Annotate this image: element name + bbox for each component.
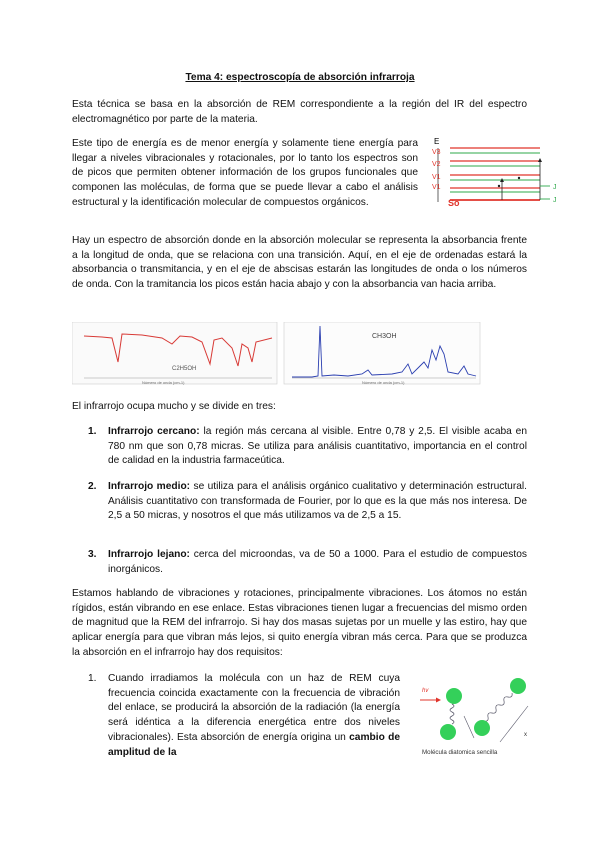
level-label-v3: V3 [432,149,441,156]
ir-spectra-figure [72,322,482,386]
atom-top-left [446,688,462,704]
range-1-text: la región más cercana al visible. Entre 0,78 y 2,5. El visible acaba en 780 nm que son 0,78 micras. Se utiliza para análisis cuantitativo, importancia en el control de calidad en la industria farmaceútica. [108,426,527,467]
diatomic-molecule-figure [416,676,534,762]
level-label-so: So [448,198,460,208]
range-3-name: Infrarrojo lejano: [108,549,190,560]
energy-paragraph: Este tipo de energía es de menor energía y solamente tiene energía para llegar a niveles vibracionales y rotacionales, por lo tanto los espectros son de picos que permiten obtener información de los grupos funcionales que componen las moléculas, de forma que se puede llevar a cabo el análisis estructural y la identificación molecular de compuestos orgánicos. [72,138,418,208]
intro-paragraph: Esta técnica se basa en la absorción de REM correspondiente a la región del IR del espectro electromagnético por parte de la materia. [72,99,527,125]
side-label-j2: J [553,197,557,204]
requirement-bold-tail: cambio de amplitud de la [108,731,400,758]
left-spectrum-label: C2H5OH [172,366,197,372]
molecule-caption: Molécula diatomica sencilla [422,749,498,756]
atom-bottom-left [440,724,456,740]
left-spectrum-frame [72,322,277,384]
requirement-text: Cuando irradiamos la molécula con un haz de REM cuya frecuencia coincida exactamente con la frecuencia de vibración del enlace, se producirá la absorción de la radiación (la energía será idéntica a la diferencia energética entre dos niveles vibracionales). Esta absorción de energía origina un [108,673,400,743]
range-3-item [108,548,527,577]
range-2-number: 2. [88,481,97,492]
transition-arrowhead-2 [538,158,542,162]
right-spectrum-xlabel: Número de onda (cm-1) [362,380,405,385]
page-title: Tema 4: espectroscopía de absorción infrarroja [185,72,415,83]
vibration-paragraph: Estamos hablando de vibraciones y rotaciones, principalmente vibraciones. Los átomos no están rígidos, están vibrando en ese enlace. Estas vibraciones tienen lugar a frecuencias del mismo orden de magnitud que la REM del infrarrojo. Si hay dos masas sujetas por un muelle y las estiro, hay que aplicar energía para que vibran más lejos, si quito energía vibran más cerca. Para que se produzca la absorción en el infrarrojo hay dos requisitos: [72,588,527,658]
left-spectrum-xlabel: Número de onda (cm-1) [142,380,185,385]
spectrum-paragraph: Hay un espectro de absorción donde en la absorción molecular se representa la absorbancia frente a la longitud de onda, que se relaciona con una transición. Aquí, en el eje de ordenadas estará la absorbancia o transmitancia, y en el eje de abscisas estarán las longitudes de onda o los números de onda. Con la tramitancia los picos están hacia abajo y con la absorbancia van hacia arriba. [72,235,527,291]
energy-axis-label: E [434,137,440,146]
range-1-name: Infrarrojo cercano: [108,426,200,437]
side-label-j1: J [553,184,557,191]
range-1-item [108,425,527,469]
range-2-name: Infrarrojo medio: [108,481,191,492]
beam-label: hv [422,688,429,694]
range-2-text: se utiliza para el análisis orgánico cualitativo y determinación estructural. Análisis cuantitativo con transformada de Fourier, por lo que es la que más nos interesa. De 2,5 a 50 micras, y nosotros el que más utilizamos va de 2,5 a 15. [108,481,527,522]
level-label-v2: V2 [432,161,441,168]
energy-level-diagram [430,134,542,214]
requirement-item [108,672,400,760]
level-label-v1b: V1 [432,184,441,191]
range-3-number: 3. [88,549,97,560]
spring-right [484,693,512,721]
x-label: x [524,732,527,738]
spring-left [450,704,454,724]
transition-dot-2 [498,185,500,187]
atom-top-right [510,678,526,694]
beam-arrowhead [436,698,441,703]
range-1-number: 1. [88,426,97,437]
range-3-text: cerca del microondas, va de 50 a 1000. Para el estudio de compuestos inorgánicos. [108,549,527,575]
level-label-v1a: V1 [432,174,441,181]
range-2-item [108,480,527,524]
length-arrow-left [464,716,474,738]
atom-bottom-right [474,720,490,736]
requirement-number: 1. [88,673,97,684]
right-spectrum-label: CH3OH [372,333,397,340]
energy-diagram-side-marks [540,176,570,206]
division-intro: El infrarrojo ocupa mucho y se divide en tres: [72,401,276,412]
transition-dot-1 [518,177,520,179]
